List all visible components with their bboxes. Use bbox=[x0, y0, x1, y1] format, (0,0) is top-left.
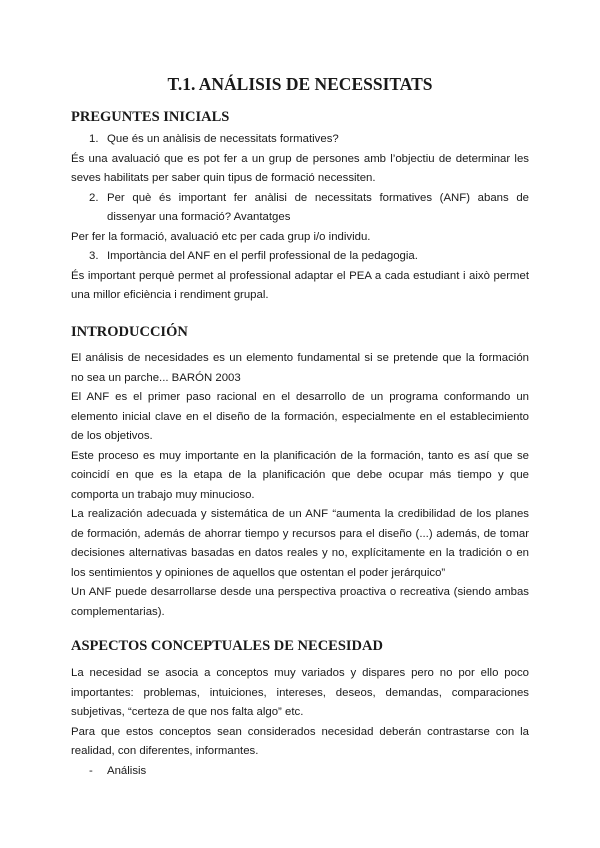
dash-marker: - bbox=[89, 764, 93, 777]
question-3-text: Importància del ANF en el perfil professional de la pedagogia. bbox=[107, 250, 418, 262]
question-3 bbox=[71, 247, 529, 267]
aspectos-paragraph-1: La necesidad se asocia a conceptos muy variados y dispares pero no por ello poco importantes: problemas, intuiciones, intereses, deseos, demandas, comparaciones subjetivas, “certeza de que nos falta algo” etc. bbox=[71, 667, 529, 718]
section-aspectos bbox=[71, 664, 529, 781]
question-list-1 bbox=[71, 130, 529, 150]
list-number: 1. bbox=[89, 133, 99, 145]
question-1 bbox=[71, 130, 529, 150]
list-number: 2. bbox=[89, 191, 99, 204]
heading-preguntes-inicials: PREGUNTES INICIALS bbox=[71, 109, 230, 125]
answer-2: Per fer la formació, avaluació etc per cada grup i/o individu. bbox=[71, 230, 371, 243]
question-2-text: Per què és important fer anàlisi de necessitats formatives (ANF) abans de dissenyar una formació? Avantatges bbox=[107, 191, 529, 223]
answer-3: És important perquè permet al professional adaptar el PEA a cada estudiant i això permet una millor eficiència i rendiment grupal. bbox=[71, 269, 529, 301]
aspectos-paragraph-2: Para que estos conceptos sean considerados necesidad deberán contrastarse con la realidad, con diferentes, informantes. bbox=[71, 725, 529, 757]
intro-paragraph-3: Este proceso es muy importante en la planificación de la formación, tanto es así que se coincidí en que es la etapa de la planificación que debe ocupar más tiempo y que comporta un trabajo muy minucioso. bbox=[71, 449, 529, 501]
intro-paragraph-1: El análisis de necesidades es un elemento fundamental si se pretende que la formación no sea un parche... BARÓN 2003 bbox=[71, 352, 529, 384]
question-1-text: Que és un anàlisis de necessitats formatives? bbox=[107, 133, 339, 145]
answer-1: És una avaluació que es pot fer a un grup de persones amb l’objectiu de determinar les seves habilitats per saber quin tipus de formació necessiten. bbox=[71, 152, 529, 184]
dash-item-text: Análisis bbox=[107, 764, 147, 777]
intro-paragraph-5: Un ANF puede desarrollarse desde una perspectiva proactiva o recreativa (siendo ambas complementarias). bbox=[71, 586, 529, 618]
section-preguntes bbox=[71, 130, 529, 306]
section-introduccion bbox=[71, 349, 529, 622]
question-list-2 bbox=[71, 189, 529, 228]
intro-paragraph-4: La realización adecuada y sistemática de un ANF “aumenta la credibilidad de los planes de formación, además de ahorrar tiempo y recursos para el diseño (...) además, de tomar decisiones alternativas basadas en datos reales y no, explícitamente en la tradición o en los sentimientos y opiniones de aquellos que ostentan el poder jerárquico” bbox=[71, 508, 529, 579]
question-2 bbox=[71, 189, 529, 228]
heading-aspectos-conceptuales: ASPECTOS CONCEPTUALES DE NECESIDAD bbox=[71, 638, 383, 654]
dash-item-analisis bbox=[71, 762, 529, 782]
document-title: T.1. ANÁLISIS DE NECESSITATS bbox=[167, 74, 433, 94]
list-number: 3. bbox=[89, 250, 99, 262]
heading-introduccion: INTRODUCCIÓN bbox=[71, 324, 188, 340]
intro-paragraph-2: El ANF es el primer paso racional en el desarrollo de un programa conformando un elemento inicial clave en el diseño de la formación, especialmente en el establecimiento de los objetivos. bbox=[71, 391, 529, 442]
dash-list bbox=[71, 762, 529, 782]
question-list-3 bbox=[71, 247, 529, 267]
